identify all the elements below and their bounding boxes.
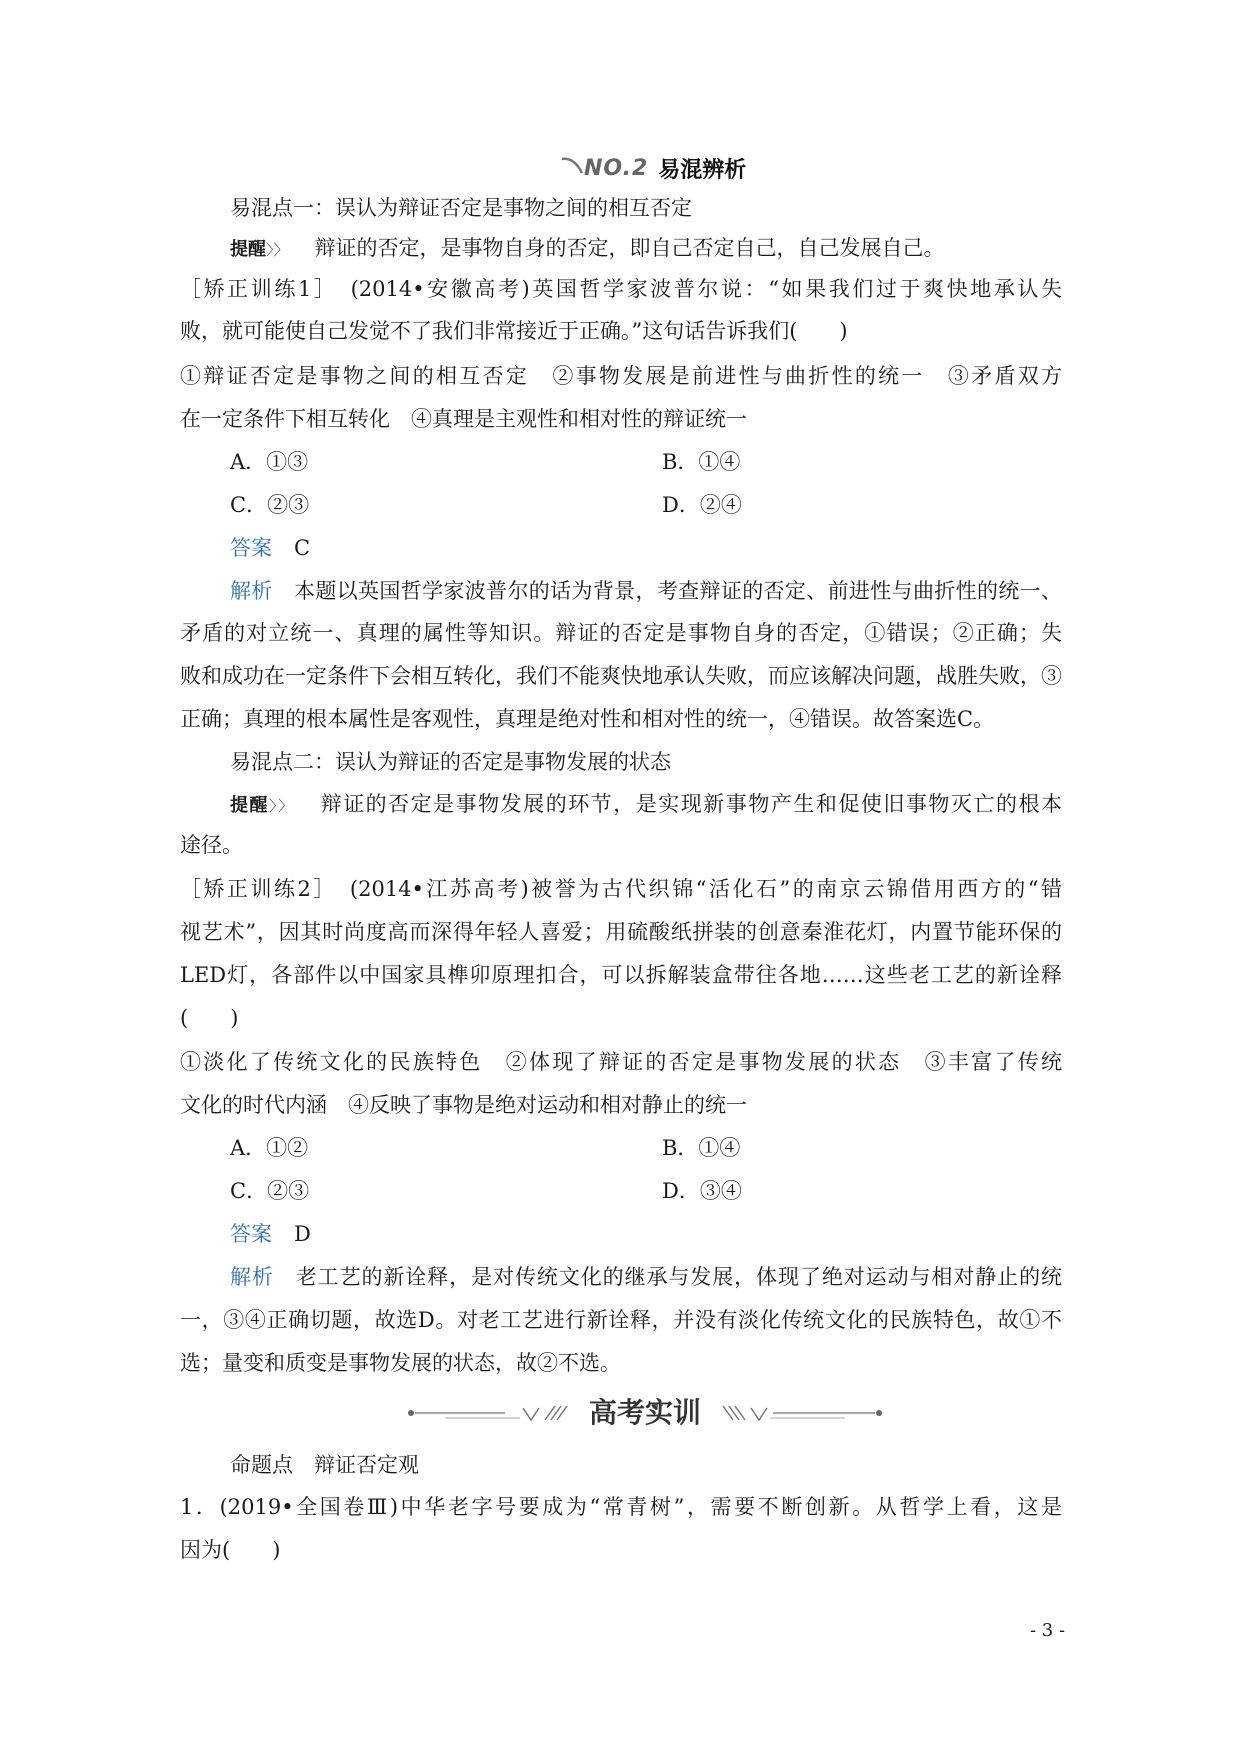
tip-arrows: 〉〉 [269, 797, 295, 815]
answer-value: C [294, 536, 311, 560]
question1-line2: 败，就可能使自己发觉不了我们非常接近于正确。”这句话告诉我们( ) [180, 319, 848, 343]
question1-analysis-line4: 正确；真理的根本属性是客观性，真理是绝对性和相对性的统一，④错误。故答案选C。 [180, 707, 995, 731]
question1-analysis-line3: 败和成功在一定条件下会相互转化，我们不能爽快地承认失败，而应该解决问题，战胜失败，③ [180, 664, 1062, 688]
answer-value: D [294, 1222, 311, 1246]
banner-title: 高考实训 [588, 1396, 701, 1429]
question1-option-c: C．②③ [230, 493, 310, 517]
analysis-label: 解析 [230, 579, 273, 603]
swoosh-icon [560, 153, 584, 183]
tip-label: 提醒 [230, 795, 270, 816]
exam-topic: 命题点 辩证否定观 [230, 1453, 419, 1477]
point2-tip-line2: 途径。 [180, 833, 243, 857]
question2-option-a: A．①② [230, 1136, 309, 1160]
point2-title: 易混点二：误认为辩证的否定是事物发展的状态 [230, 750, 671, 774]
question2-analysis-line1 [230, 1262, 1062, 1292]
question1-line1: ［矫正训练1］ (2014•安徽高考)英国哲学家波普尔说：“如果我们过于爽快地承认失 [180, 277, 1062, 301]
question2-option-b: B．①④ [662, 1136, 741, 1160]
question1-option-d: D．②④ [662, 493, 742, 517]
exam-question1-line2: 因为( ) [180, 1538, 281, 1562]
tip-text: 辩证的否定是事物发展的环节，是实现新事物产生和促使旧事物灭亡的根本 [320, 792, 1062, 816]
question1-option-a: A．①③ [230, 450, 309, 474]
question1-answer [230, 533, 310, 563]
question2-line4: ( ) [180, 1006, 239, 1030]
question2-line2: 视艺术”，因其时尚度高而深得年轻人喜爱；用硫酸纸拼装的创意秦淮花灯，内置节能环保的 [180, 920, 1062, 944]
question1-analysis-line1 [230, 576, 1062, 606]
question2-answer [230, 1219, 311, 1249]
tip-label: 提醒 [230, 239, 266, 260]
point1-title: 易混点一：误认为辩证否定是事物之间的相互否定 [230, 196, 692, 220]
analysis-text: 老工艺的新诠释，是对传统文化的继承与发展，体现了绝对运动与相对静止的统 [295, 1265, 1063, 1289]
question2-statements-line1: ①淡化了传统文化的民族特色 ②体现了辩证的否定是事物发展的状态 ③丰富了传统 [180, 1050, 1062, 1074]
question2-statements-line2: 文化的时代内涵 ④反映了事物是绝对运动和相对静止的统一 [180, 1093, 747, 1117]
question1-option-b: B．①④ [662, 450, 741, 474]
question2-analysis-line3: 选；量变和质变是事物发展的状态，故②不选。 [180, 1351, 621, 1375]
page-number: - 3 - [1030, 1620, 1066, 1641]
answer-label: 答案 [230, 536, 272, 560]
question1-statements-line1: ①辩证否定是事物之间的相互否定 ②事物发展是前进性与曲折性的统一 ③矛盾双方 [180, 364, 1062, 388]
tip-text: 辩证的否定，是事物自身的否定，即自己否定自己，自己发展自己。 [314, 236, 945, 260]
section-title: 易混辨析 [658, 157, 747, 183]
analysis-label: 解析 [230, 1265, 274, 1289]
question2-line3: LED灯，各部件以中国家具榫卯原理扣合，可以拆解装盒带往各地……这些老工艺的新诠释 [180, 963, 1062, 987]
section-number-logo: NO.2 [584, 155, 649, 181]
analysis-text: 本题以英国哲学家波普尔的话为背景，考查辩证的否定、前进性与曲折性的统一、 [294, 579, 1063, 603]
answer-label: 答案 [230, 1222, 272, 1246]
point1-tip [230, 233, 945, 265]
question2-option-c: C．②③ [230, 1179, 310, 1203]
question1-analysis-line2: 矛盾的对立统一、真理的属性等知识。辩证的否定是事物自身的否定，①错误；②正确；失 [180, 621, 1062, 645]
tip-arrows: 〉〉 [266, 241, 289, 259]
point2-tip [230, 789, 1062, 821]
question2-analysis-line2: 一，③④正确切题，故选D。对老工艺进行新诠释，并没有淡化传统文化的民族特色，故①不 [180, 1308, 1062, 1332]
exam-question1-line1: 1．(2019•全国卷Ⅲ)中华老字号要成为“常青树”，需要不断创新。从哲学上看，这是 [180, 1495, 1062, 1519]
question2-line1: ［矫正训练2］ (2014•江苏高考)被誉为古代织锦“活化石”的南京云锦借用西方的“错 [180, 877, 1062, 901]
section-heading [560, 150, 746, 186]
question1-statements-line2: 在一定条件下相互转化 ④真理是主观性和相对性的辩证统一 [180, 407, 747, 431]
question2-option-d: D．③④ [662, 1179, 742, 1203]
